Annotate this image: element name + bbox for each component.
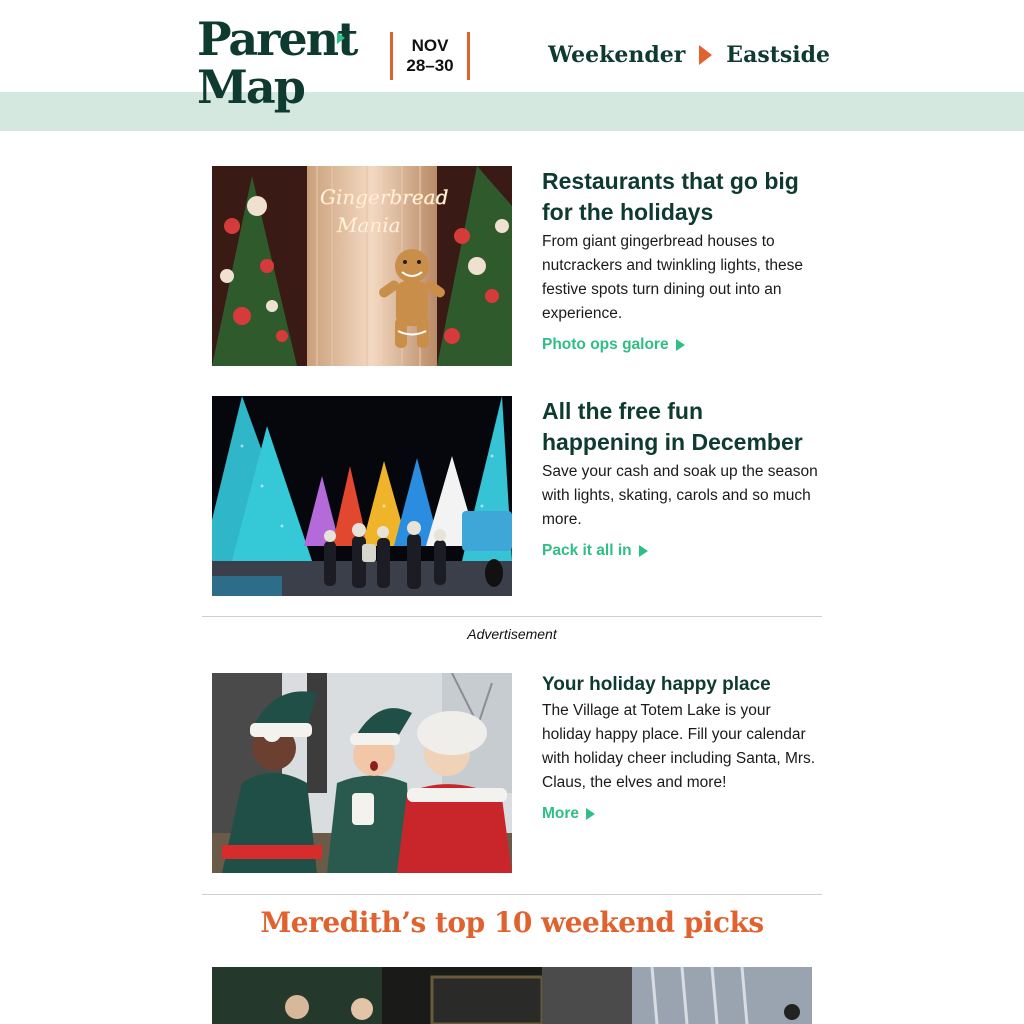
holiday-lights-photo-icon <box>212 396 512 596</box>
logo-word-map: Map <box>197 60 304 114</box>
elves-photo-icon <box>212 673 512 873</box>
edition-region: Eastside <box>726 42 830 68</box>
issue-date-range: 28–30 <box>406 56 454 75</box>
edition-name: Weekender <box>548 42 686 68</box>
article-link-label: Pack it all in <box>542 542 632 559</box>
article-image-holiday-lights[interactable] <box>212 396 512 596</box>
play-triangle-icon <box>699 45 712 65</box>
theater-photo-icon <box>212 967 812 1024</box>
top-picks-image[interactable] <box>212 967 812 1024</box>
issue-date-month: NOV <box>411 36 449 55</box>
parentmap-logo[interactable] <box>197 12 357 120</box>
article-description: From giant gingerbread houses to nutcrackers and twinkling lights, these festive spots turn dining out into an experience. <box>542 233 804 322</box>
ad-description: The Village at Totem Lake is your holiday happy place. Fill your calendar with holiday cheer including Santa, Mrs. Claus, the elves and more! <box>542 702 816 791</box>
article-title[interactable]: Restaurants that go big for the holidays <box>542 168 799 225</box>
ad-body <box>542 673 824 823</box>
ad-image-elves[interactable] <box>212 673 512 873</box>
play-triangle-icon <box>586 808 595 820</box>
advertisement-label: Advertisement <box>467 626 557 642</box>
gingerbread-photo-icon <box>212 166 512 366</box>
logo-triangle-icon <box>337 32 345 44</box>
edition-label <box>548 40 830 70</box>
article-description: Save your cash and soak up the season with lights, skating, carols and so much more. <box>542 463 818 528</box>
neon-sign-line1: Gingerbread <box>320 185 449 209</box>
play-triangle-icon <box>676 339 685 351</box>
article-link-pack-it-all-in[interactable] <box>542 542 648 560</box>
ad-block <box>212 673 824 873</box>
article-link-photo-ops[interactable] <box>542 336 685 354</box>
ad-link-more[interactable] <box>542 805 595 823</box>
divider <box>202 616 822 617</box>
play-triangle-icon <box>639 545 648 557</box>
article-title[interactable]: All the free fun happening in December <box>542 398 803 455</box>
logo-word-parent: Parent <box>197 12 357 66</box>
article-restaurants <box>212 166 824 366</box>
newsletter-header <box>0 0 1024 131</box>
ad-title[interactable]: Your holiday happy place <box>542 674 771 695</box>
header-band <box>0 92 1024 131</box>
article-link-label: Photo ops galore <box>542 336 669 353</box>
ad-link-label: More <box>542 805 580 822</box>
article-body <box>542 166 824 354</box>
article-body <box>542 396 824 560</box>
issue-date <box>390 32 470 80</box>
neon-sign-line2: Mania <box>337 213 401 237</box>
divider <box>202 894 822 895</box>
section-title: Meredith’s top 10 weekend picks <box>260 906 764 939</box>
article-image-gingerbread[interactable] <box>212 166 512 366</box>
article-free-fun <box>212 396 824 596</box>
